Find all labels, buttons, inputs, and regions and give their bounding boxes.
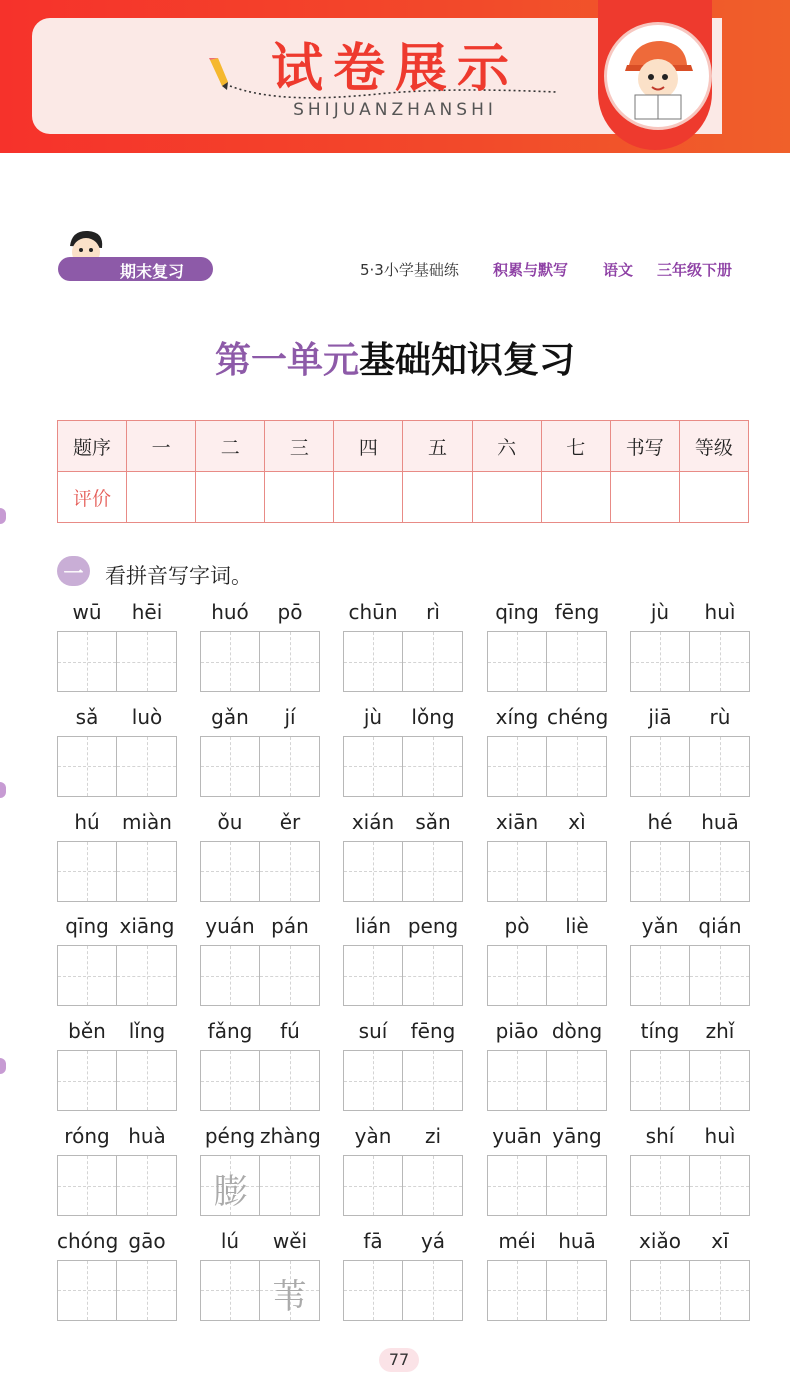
writing-cell[interactable]: [631, 632, 690, 691]
writing-cell[interactable]: [117, 946, 176, 1005]
column-header: 六: [472, 421, 541, 472]
writing-cell[interactable]: [260, 842, 319, 901]
column-header: 一: [127, 421, 196, 472]
writing-box: [343, 631, 463, 692]
writing-cell[interactable]: [403, 1261, 462, 1320]
writing-box: [343, 841, 463, 902]
word-item: [343, 1019, 463, 1111]
pinyin-label: tíng: [640, 1019, 680, 1044]
writing-cell[interactable]: [117, 1156, 176, 1215]
writing-cell[interactable]: [403, 842, 462, 901]
writing-cell[interactable]: [488, 632, 547, 691]
unit-title: [0, 332, 790, 383]
writing-cell[interactable]: [344, 1261, 403, 1320]
pinyin-label: fǎng: [207, 1019, 253, 1044]
writing-cell[interactable]: [547, 737, 606, 796]
pinyin-label: luò: [131, 704, 163, 729]
writing-box: [57, 1260, 177, 1321]
writing-cell[interactable]: [690, 632, 749, 691]
column-header: 五: [403, 421, 472, 472]
writing-cell[interactable]: [117, 1261, 176, 1320]
writing-box: [57, 736, 177, 797]
writing-box: [57, 841, 177, 902]
writing-cell[interactable]: [344, 1051, 403, 1110]
writing-box: [487, 945, 607, 1006]
sample-character: 苇: [272, 1276, 307, 1317]
pinyin-label: wěi: [272, 1228, 308, 1253]
writing-box: [630, 736, 750, 797]
writing-cell[interactable]: [488, 946, 547, 1005]
score-cell[interactable]: [196, 472, 265, 523]
pinyin-label: jiā: [648, 704, 672, 729]
score-cell[interactable]: [334, 472, 403, 523]
pinyin-label: pán: [271, 914, 309, 939]
writing-cell[interactable]: [260, 632, 319, 691]
column-header: 三: [265, 421, 334, 472]
writing-box: [343, 1050, 463, 1111]
pinyin-label: chéng: [547, 704, 609, 729]
word-item: [343, 600, 463, 692]
word-item: [630, 810, 750, 902]
score-cell[interactable]: [127, 472, 196, 523]
writing-cell[interactable]: [344, 737, 403, 796]
word-item: [487, 1019, 607, 1111]
pinyin-label: gǎn: [211, 704, 249, 729]
score-cell[interactable]: [541, 472, 610, 523]
column-header: 书写: [610, 421, 679, 472]
word-item: [630, 1124, 750, 1216]
banner-subtitle: SHIJUANZHANSHI: [293, 100, 497, 120]
word-item: [200, 914, 320, 1006]
writing-cell[interactable]: [403, 1156, 462, 1215]
pinyin-label: sǎn: [415, 809, 451, 834]
writing-cell[interactable]: [690, 946, 749, 1005]
pinyin-label: yuán: [205, 914, 255, 939]
row-label-evaluation: 评价: [58, 472, 127, 523]
writing-cell[interactable]: [260, 946, 319, 1005]
word-item: [200, 1124, 320, 1216]
writing-box: [200, 1155, 320, 1216]
score-cell[interactable]: [265, 472, 334, 523]
word-item: [487, 810, 607, 902]
writing-cell[interactable]: [344, 1156, 403, 1215]
pinyin-label: xiǎo: [639, 1228, 681, 1253]
pinyin-label: zhǐ: [705, 1019, 735, 1044]
section-title: 看拼音写字词。: [105, 564, 252, 588]
writing-box: [487, 841, 607, 902]
pinyin-label: hé: [647, 809, 673, 834]
writing-box: [630, 945, 750, 1006]
pinyin-label: suí: [358, 1019, 388, 1044]
writing-cell[interactable]: [403, 632, 462, 691]
pinyin-label: fēng: [410, 1019, 456, 1044]
word-item: [343, 1229, 463, 1321]
writing-box: [200, 1050, 320, 1111]
writing-box: [200, 841, 320, 902]
writing-cell[interactable]: [201, 842, 260, 901]
pinyin-label: gāo: [128, 1228, 166, 1253]
writing-cell[interactable]: [117, 632, 176, 691]
writing-cell[interactable]: [201, 737, 260, 796]
writing-cell[interactable]: [488, 1261, 547, 1320]
pinyin-label: xī: [711, 1228, 729, 1253]
edge-mark: [0, 1058, 6, 1074]
pinyin-label: miàn: [122, 809, 172, 834]
score-table-eval-row: [58, 472, 749, 523]
writing-box: [200, 736, 320, 797]
pinyin-label: qīng: [495, 600, 539, 624]
writing-box: [200, 631, 320, 692]
writing-cell[interactable]: [488, 842, 547, 901]
edge-mark: [0, 782, 6, 798]
grade-name: 三年级下册: [657, 261, 733, 279]
section-tag-label: 期末复习: [120, 262, 185, 281]
reader-mascot-icon: [604, 22, 712, 130]
writing-cell[interactable]: [344, 946, 403, 1005]
word-item: [487, 705, 607, 797]
writing-cell[interactable]: [690, 737, 749, 796]
word-item: [200, 810, 320, 902]
page-number: 77: [379, 1348, 419, 1372]
writing-cell[interactable]: [488, 1156, 547, 1215]
pinyin-label: lǒng: [411, 704, 455, 729]
word-item: [57, 1124, 177, 1216]
word-item: [343, 810, 463, 902]
word-item: [200, 1019, 320, 1111]
pinyin-label: lǐng: [128, 1019, 166, 1044]
writing-cell[interactable]: [260, 737, 319, 796]
series-name: 5·3小学基础练: [360, 261, 459, 279]
writing-cell[interactable]: [260, 1051, 319, 1110]
writing-cell[interactable]: [547, 1051, 606, 1110]
word-item: [200, 705, 320, 797]
writing-cell[interactable]: [260, 1261, 319, 1320]
pinyin-label: zi: [424, 1124, 442, 1148]
writing-cell[interactable]: [58, 842, 117, 901]
writing-box: [200, 1260, 320, 1321]
writing-cell[interactable]: [547, 1261, 606, 1320]
writing-cell[interactable]: [58, 632, 117, 691]
pinyin-label: yuān: [492, 1124, 542, 1148]
column-header: 二: [196, 421, 265, 472]
pinyin-label: fú: [280, 1019, 300, 1044]
book-name: 积累与默写: [493, 261, 569, 279]
writing-cell[interactable]: [631, 1051, 690, 1110]
writing-cell[interactable]: [547, 632, 606, 691]
writing-cell[interactable]: [260, 1156, 319, 1215]
writing-cell[interactable]: [201, 632, 260, 691]
pinyin-label: yāng: [552, 1124, 602, 1148]
pinyin-label: xíng: [495, 704, 539, 729]
pinyin-label: huì: [704, 1124, 736, 1148]
pinyin-label: jí: [284, 704, 296, 729]
writing-cell[interactable]: [58, 946, 117, 1005]
column-header: 七: [541, 421, 610, 472]
pinyin-label: rì: [426, 600, 440, 624]
word-item: [630, 705, 750, 797]
word-item: [200, 600, 320, 692]
pinyin-label: huà: [128, 1124, 166, 1148]
pinyin-label: pō: [277, 600, 303, 624]
writing-cell[interactable]: [58, 1051, 117, 1110]
pinyin-label: peng: [407, 914, 459, 939]
writing-cell[interactable]: [117, 842, 176, 901]
pinyin-label: jù: [363, 704, 383, 729]
pinyin-label: pò: [504, 914, 530, 939]
writing-box: [630, 1050, 750, 1111]
writing-box: [630, 1155, 750, 1216]
writing-box: [487, 631, 607, 692]
section-number: 一: [63, 561, 84, 585]
pinyin-label: fēng: [554, 600, 600, 624]
writing-cell[interactable]: [58, 737, 117, 796]
word-item: [57, 1019, 177, 1111]
writing-cell[interactable]: [344, 632, 403, 691]
pinyin-label: huì: [704, 600, 736, 624]
pinyin-label: yá: [420, 1228, 446, 1253]
pinyin-label: hú: [74, 809, 100, 834]
word-item: [57, 705, 177, 797]
writing-cell[interactable]: [344, 842, 403, 901]
writing-box: [343, 1155, 463, 1216]
writing-cell[interactable]: [201, 1261, 260, 1320]
writing-cell[interactable]: [403, 1051, 462, 1110]
pinyin-label: rù: [709, 704, 731, 729]
word-item: [630, 1019, 750, 1111]
subject-name: 语文: [603, 261, 634, 279]
writing-box: [57, 1050, 177, 1111]
pinyin-label: huā: [558, 1228, 596, 1253]
pinyin-label: ěr: [279, 809, 301, 834]
writing-cell[interactable]: [403, 737, 462, 796]
writing-cell[interactable]: [690, 1051, 749, 1110]
column-header: 四: [334, 421, 403, 472]
pinyin-label: sǎ: [75, 704, 99, 729]
pinyin-label: qīng: [65, 914, 109, 939]
pinyin-label: piāo: [495, 1019, 539, 1044]
pinyin-label: zhàng: [260, 1124, 321, 1148]
pinyin-label: chóng: [57, 1228, 119, 1253]
pinyin-label: xiān: [495, 809, 539, 834]
writing-cell[interactable]: [403, 946, 462, 1005]
writing-cell[interactable]: [690, 1156, 749, 1215]
writing-cell[interactable]: [201, 1051, 260, 1110]
writing-cell[interactable]: [117, 737, 176, 796]
writing-box: [343, 945, 463, 1006]
writing-cell[interactable]: [58, 1261, 117, 1320]
pinyin-label: wū: [72, 600, 102, 624]
word-item: [487, 914, 607, 1006]
writing-box: [343, 1260, 463, 1321]
pinyin-label: jù: [650, 600, 670, 624]
writing-cell[interactable]: [58, 1156, 117, 1215]
writing-box: [630, 841, 750, 902]
pinyin-label: xián: [351, 809, 395, 834]
word-item: [630, 600, 750, 692]
pinyin-label: ǒu: [217, 809, 243, 834]
score-cell[interactable]: [610, 472, 679, 523]
word-item: [343, 1124, 463, 1216]
writing-cell[interactable]: [690, 842, 749, 901]
pinyin-label: liè: [565, 914, 589, 939]
score-cell[interactable]: [679, 472, 748, 523]
writing-cell[interactable]: [547, 842, 606, 901]
pinyin-label: hēi: [131, 600, 163, 624]
pinyin-label: shí: [645, 1124, 675, 1148]
pinyin-label: yàn: [354, 1124, 392, 1148]
score-cell[interactable]: [403, 472, 472, 523]
unit-number: 第一单元: [214, 340, 359, 381]
pinyin-label: yǎn: [641, 914, 679, 939]
pinyin-label: xì: [568, 809, 586, 834]
banner-title: 试卷展示: [270, 39, 519, 99]
writing-box: [487, 1050, 607, 1111]
writing-box: [200, 945, 320, 1006]
unit-topic: 基础知识复习: [359, 340, 576, 381]
pinyin-label: xiāng: [119, 914, 175, 939]
row-label-order: 题序: [58, 421, 127, 472]
writing-box: [487, 736, 607, 797]
writing-cell[interactable]: [201, 1156, 260, 1215]
word-item: [630, 1229, 750, 1321]
pinyin-label: huó: [211, 600, 249, 624]
word-item: [343, 705, 463, 797]
section-number-badge: [57, 556, 90, 586]
writing-box: [487, 1155, 607, 1216]
word-item: [57, 600, 177, 692]
writing-box: [630, 1260, 750, 1321]
writing-cell[interactable]: [201, 946, 260, 1005]
column-header: 等级: [679, 421, 748, 472]
pinyin-label: lián: [354, 914, 392, 939]
word-item: [200, 1229, 320, 1321]
writing-box: [57, 945, 177, 1006]
writing-cell[interactable]: [631, 737, 690, 796]
word-item: [487, 1124, 607, 1216]
writing-cell[interactable]: [547, 946, 606, 1005]
writing-box: [57, 631, 177, 692]
writing-cell[interactable]: [488, 1051, 547, 1110]
pinyin-label: méi: [498, 1228, 536, 1253]
pinyin-label: lú: [220, 1228, 240, 1253]
writing-cell[interactable]: [117, 1051, 176, 1110]
pinyin-label: fā: [363, 1228, 383, 1253]
pinyin-label: huā: [701, 809, 739, 834]
writing-cell[interactable]: [631, 946, 690, 1005]
word-item: [487, 1229, 607, 1321]
pinyin-label: péng: [204, 1124, 256, 1148]
word-item: [630, 914, 750, 1006]
pinyin-label: róng: [64, 1124, 110, 1148]
banner: [0, 0, 790, 153]
writing-cell[interactable]: [631, 1261, 690, 1320]
writing-box: [57, 1155, 177, 1216]
edge-mark: [0, 508, 6, 524]
writing-cell[interactable]: [631, 842, 690, 901]
writing-box: [487, 1260, 607, 1321]
writing-cell[interactable]: [488, 737, 547, 796]
score-table: [57, 420, 749, 523]
pinyin-label: qián: [698, 914, 742, 939]
word-item: [57, 810, 177, 902]
word-item: [57, 1229, 177, 1321]
writing-box: [343, 736, 463, 797]
pinyin-label: běn: [68, 1019, 106, 1044]
writing-cell[interactable]: [547, 1156, 606, 1215]
score-table-header-row: [58, 421, 749, 472]
sample-character: 膨: [213, 1172, 248, 1212]
word-item: [487, 600, 607, 692]
writing-cell[interactable]: [631, 1156, 690, 1215]
writing-box: [630, 631, 750, 692]
pinyin-label: chūn: [348, 600, 398, 624]
writing-cell[interactable]: [690, 1261, 749, 1320]
pinyin-label: dòng: [551, 1019, 603, 1044]
score-cell[interactable]: [472, 472, 541, 523]
word-item: [343, 914, 463, 1006]
word-item: [57, 914, 177, 1006]
